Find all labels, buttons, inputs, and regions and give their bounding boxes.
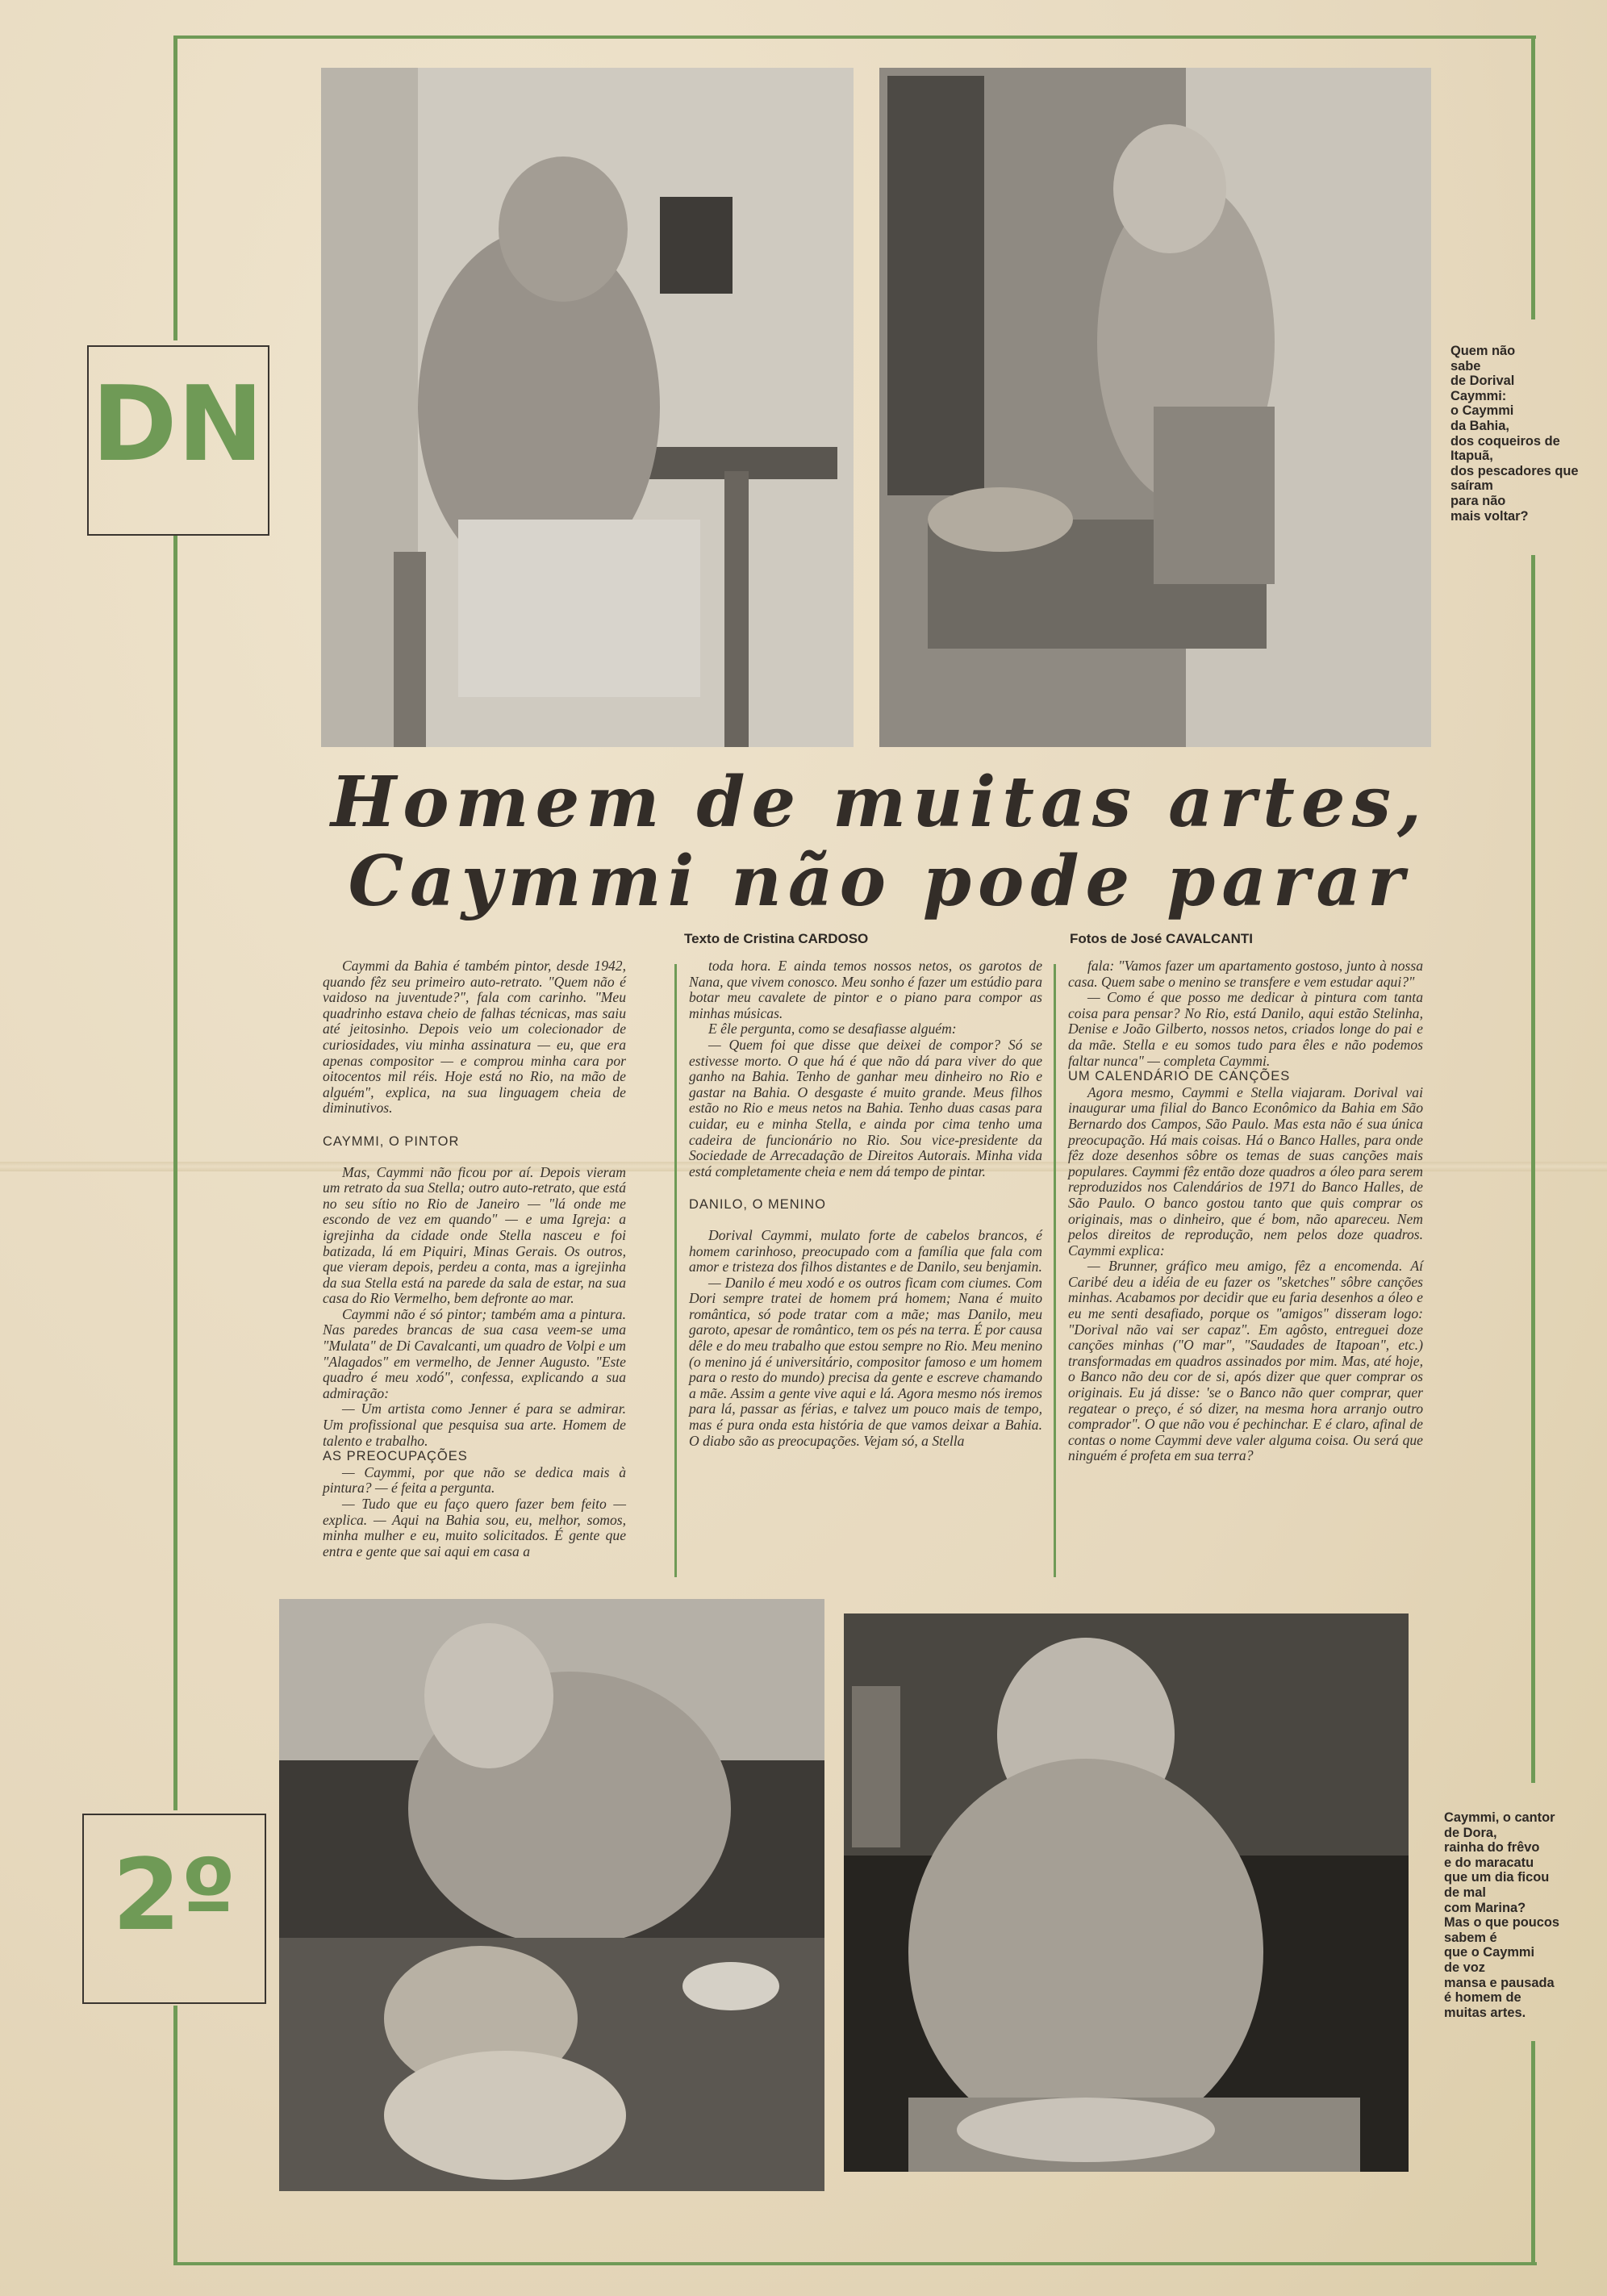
photo-portrait-with-fruit bbox=[844, 1613, 1409, 2172]
caption-bottom-line: rainha do frêvo bbox=[1444, 1840, 1540, 1856]
article-paragraph: — Caymmi, por que não se dedica mais à pintura? — é feita a pergunta. bbox=[323, 1463, 626, 1497]
article-subheading: AS PREOCUPAÇÕES bbox=[323, 1449, 468, 1464]
article-subheading: CAYMMI, O PINTOR bbox=[323, 1133, 460, 1149]
frame-left-line-upper bbox=[173, 35, 177, 340]
caption-top-line: dos pescadores que bbox=[1450, 463, 1579, 478]
caption-top-line: para não bbox=[1450, 493, 1506, 508]
article-paragraph: fala: "Vamos fazer um apartamento gostoso, junto à nossa casa. Quem sabe o menino se transfere e vem estudar aqui?" bbox=[1068, 958, 1423, 990]
caption-top-line: de Dorival bbox=[1450, 374, 1515, 389]
photo-credit: Fotos de José CAVALCANTI bbox=[1070, 931, 1253, 946]
masthead-logo: DN bbox=[91, 365, 264, 485]
photo-painting-seated bbox=[321, 68, 854, 747]
headline-line-1: Homem de muitas artes, bbox=[331, 762, 1428, 843]
frame-left-line-lower bbox=[173, 2006, 177, 2265]
photo-with-pineapples-image bbox=[279, 1599, 824, 2191]
article-paragraph: — Como é que posso me dedicar à pintura com tanta coisa para pensar? No Rio, está Danilo, aqui estão Stelinha, Denise e João Gilberto, nossos netos, criados longe do pai e da mãe. Stella e eu somos tudo para êles e não podemos faltar nunca" — completa Caymmi. bbox=[1068, 989, 1423, 1069]
article-subheading: DANILO, O MENINO bbox=[689, 1197, 827, 1213]
caption-bottom-line: que o Caymmi bbox=[1444, 1945, 1535, 1960]
caption-bottom-line: mansa e pausada bbox=[1444, 1975, 1555, 1990]
caption-bottom bbox=[1444, 1810, 1596, 2020]
section-number: 2º bbox=[112, 1838, 236, 1952]
caption-bottom-line: de Dora, bbox=[1444, 1825, 1497, 1840]
article-paragraph: Dorival Caymmi, mulato forte de cabelos brancos, é homem carinhoso, preocupado com a família que fala com amor e tristeza dos filhos distantes e de Danilo, seu benjamin. bbox=[689, 1226, 1042, 1275]
frame-right-line-lower bbox=[1531, 2041, 1535, 2265]
caption-top-line: o Caymmi bbox=[1450, 403, 1514, 419]
text-credit: Texto de Cristina CARDOSO bbox=[684, 931, 869, 946]
caption-bottom-line: de voz bbox=[1444, 1960, 1486, 1975]
photo-standing-at-table-image bbox=[879, 68, 1431, 747]
caption-bottom-line: muitas artes. bbox=[1444, 2005, 1526, 2020]
photo-standing-at-table bbox=[879, 68, 1431, 747]
frame-left-line-middle bbox=[173, 536, 177, 1810]
column-rule-2 bbox=[1054, 964, 1056, 1577]
article-subheading: UM CALENDÁRIO DE CANÇÕES bbox=[1068, 1069, 1291, 1084]
caption-top-line: dos coqueiros de bbox=[1450, 433, 1560, 449]
photo-with-pineapples bbox=[279, 1599, 824, 2191]
frame-right-line-upper bbox=[1531, 35, 1535, 319]
caption-top-line: saíram bbox=[1450, 478, 1493, 494]
frame-top-line bbox=[176, 35, 1536, 39]
caption-bottom-line: é homem de bbox=[1444, 1990, 1521, 2006]
headline-line-2: Caymmi não pode parar bbox=[348, 841, 1411, 922]
photo-painting-seated-image bbox=[321, 68, 854, 747]
caption-top-line: mais voltar? bbox=[1450, 508, 1529, 524]
article-paragraph: — Brunner, gráfico meu amigo, fêz a encomenda. Aí Caribé deu a idéia de eu fazer os "sketches" sôbre canções minhas. Acabamos por decidir que eu faria desenhos a óleo e eu me senti desafiado, porque os "amigos" disseram logo: "Dorival não vai ser capaz". Em agôsto, entreguei doze canções minhas ("O mar", "Saudades de Itapoan", etc.) transformadas em quadros assinados por mim. Mas, até hoje, o Banco não deu cor de si, após dizer que quer comprar os originais. Eu já disse: 'se o Banco não quer comprar, quer regatear o preço, é só dizer, na mesma hora arranjo outro comprador". O que não vou é pechinchar. E é claro, afinal de contas o nome Caymmi deve valer alguma coisa. Ou será que ninguém é profeta em sua terra? bbox=[1068, 1258, 1423, 1464]
caption-bottom-line: sabem é bbox=[1444, 1930, 1497, 1945]
caption-top-line: Itapuã, bbox=[1450, 449, 1493, 464]
frame-bottom-line bbox=[173, 2262, 1537, 2265]
caption-bottom-line: Mas o que poucos bbox=[1444, 1915, 1559, 1931]
caption-bottom-line: que um dia ficou bbox=[1444, 1870, 1550, 1885]
article-paragraph: — Danilo é meu xodó e os outros ficam com ciumes. Com Dori sempre tratei de homem prá homem; Nana é muito romântica, só pode tratar com a mãe; mas Danilo, meu garoto, apesar de romântico, tem os pés na terra. É por causa dêle e do meu trabalho que estou sempre no Rio. Meu menino (o menino já é universitário, compositor famoso e um homem para o resto do mundo) precisa da gente e escreve chamando a mãe. Assim a gente vive aqui e lá. Agora mesmo nós iremos para lá, passar as férias, e talvez um pouco mais de tempo, mas é pura onda esta história de que vamos deixar a Bahia. O diabo são as preocupações. Vejam só, a Stella bbox=[689, 1274, 1042, 1449]
caption-top-line: da Bahia, bbox=[1450, 418, 1509, 433]
article-paragraph: — Um artista como Jenner é para se admirar. Um profissional que pesquisa sua arte. Homem de talento e trabalho. bbox=[323, 1401, 626, 1449]
article-paragraph: — Quem foi que disse que deixei de compor? Só se estivesse morto. O que há é que não dá para viver do que ganho na Bahia. Tenho de ganhar meu dinheiro no Rio e gastar na Bahia. O desgaste é muito grande. Meus filhos estão no Rio e meus netos na Bahia. Tenho duas casas para cuidar, eu e minha Stella, e ainda por cima tenho uma cadeira de funcionário no Rio. Sou vice-presidente da Sociedade de Arrecadação de Direitos Autorais. Minha vida está completamente cheia e nem dá tempo de pintar. bbox=[689, 1036, 1042, 1179]
article-column-2 bbox=[689, 958, 1042, 1449]
caption-top-line: sabe bbox=[1450, 358, 1481, 374]
article-paragraph: toda hora. E ainda temos nossos netos, os garotos de Nana, que vivem conosco. Meu sonho é fazer um estúdio para botar meu cavalete de pintor e o piano para compor as minhas músicas. bbox=[689, 958, 1042, 1021]
article-paragraph: Mas, Caymmi não ficou por aí. Depois vieram um retrato da sua Stella; outro auto-retrato, que está no seu sítio no Rio de Janeiro — "lá onde me escondo de vez em quando" — e uma Igreja: a igrejinha da cidade onde Stella nasceu e foi batizada, lá em Piquiri, Minas Gerais. Os outros, que vieram depois, perdeu a conta, mas a igrejinha da sua Stella está na parede da sala de estar, na sua casa do Rio Vermelho, bem defronte ao mar. bbox=[323, 1163, 626, 1307]
article-column-1 bbox=[323, 958, 626, 1559]
article-column-3 bbox=[1068, 958, 1423, 1464]
caption-top-line: Quem não bbox=[1450, 344, 1516, 358]
frame-right-line-middle bbox=[1531, 555, 1535, 1783]
caption-bottom-line: e do maracatu bbox=[1444, 1855, 1534, 1870]
caption-top bbox=[1450, 344, 1596, 524]
article-paragraph: E êle pergunta, como se desafiasse alguém: bbox=[708, 1021, 957, 1037]
article-paragraph: Caymmi não é só pintor; também ama a pintura. Nas paredes brancas de sua casa veem-se uma "Mulata" de Di Cavalcanti, um quadro de Volpi e um "Alagados" em vermelho, de Jenner Augusto. "Este quadro é meu xodó", confessa, explicando a sua admiração: bbox=[323, 1305, 626, 1401]
article-paragraph: — Tudo que eu faço quero fazer bem feito — explica. — Aqui na Bahia sou, eu, melhor, somos, minha mulher e eu, muito solicitados. É gente que entra e gente que sai aqui em casa a bbox=[323, 1496, 626, 1559]
column-rule-1 bbox=[674, 964, 677, 1577]
caption-bottom-line: Caymmi, o cantor bbox=[1444, 1810, 1555, 1825]
caption-bottom-line: com Marina? bbox=[1444, 1900, 1526, 1915]
article-paragraph: Agora mesmo, Caymmi e Stella viajaram. Dorival vai inaugurar uma filial do Banco Econômico da Bahia em São Bernardo dos Campos, São Paulo. Mas esta não é sua única preocupação. Há mais coisas. Há o Banco Halles, para onde fêz doze desenhos sôbre os temas de suas canções mais populares. Caymmi fêz então doze quadros a óleo para serem reproduzidos nos Calendários de 1971 do Banco Halles, de São Paulo. O banco gostou tanto que quis comprar os originais, mas o dinheiro, que é bom, não apareceu. Nem pelos direitos de reprodução, nem pelos doze quadros. Caymmi explica: bbox=[1068, 1083, 1423, 1259]
article-paragraph: Caymmi da Bahia é também pintor, desde 1942, quando fêz seu primeiro auto-retrato. "Quem não é vaidoso na juventude?", fala com carinho. "Meu quadrinho estava cheio de falhas técnicas, mas saiu até jeitosinho. Depois veio um colecionador de curiosidades, viu minha assinatura — eu, que era apenas compositor — e comprou minha cara por oitocentos mil réis. Hoje está no Rio, na mão de alguém", explica, na sua linguagem cheia de diminutivos. bbox=[323, 958, 626, 1117]
caption-top-line: Caymmi: bbox=[1450, 388, 1507, 403]
caption-bottom-line: de mal bbox=[1444, 1885, 1486, 1900]
photo-portrait-with-fruit-image bbox=[844, 1613, 1409, 2172]
